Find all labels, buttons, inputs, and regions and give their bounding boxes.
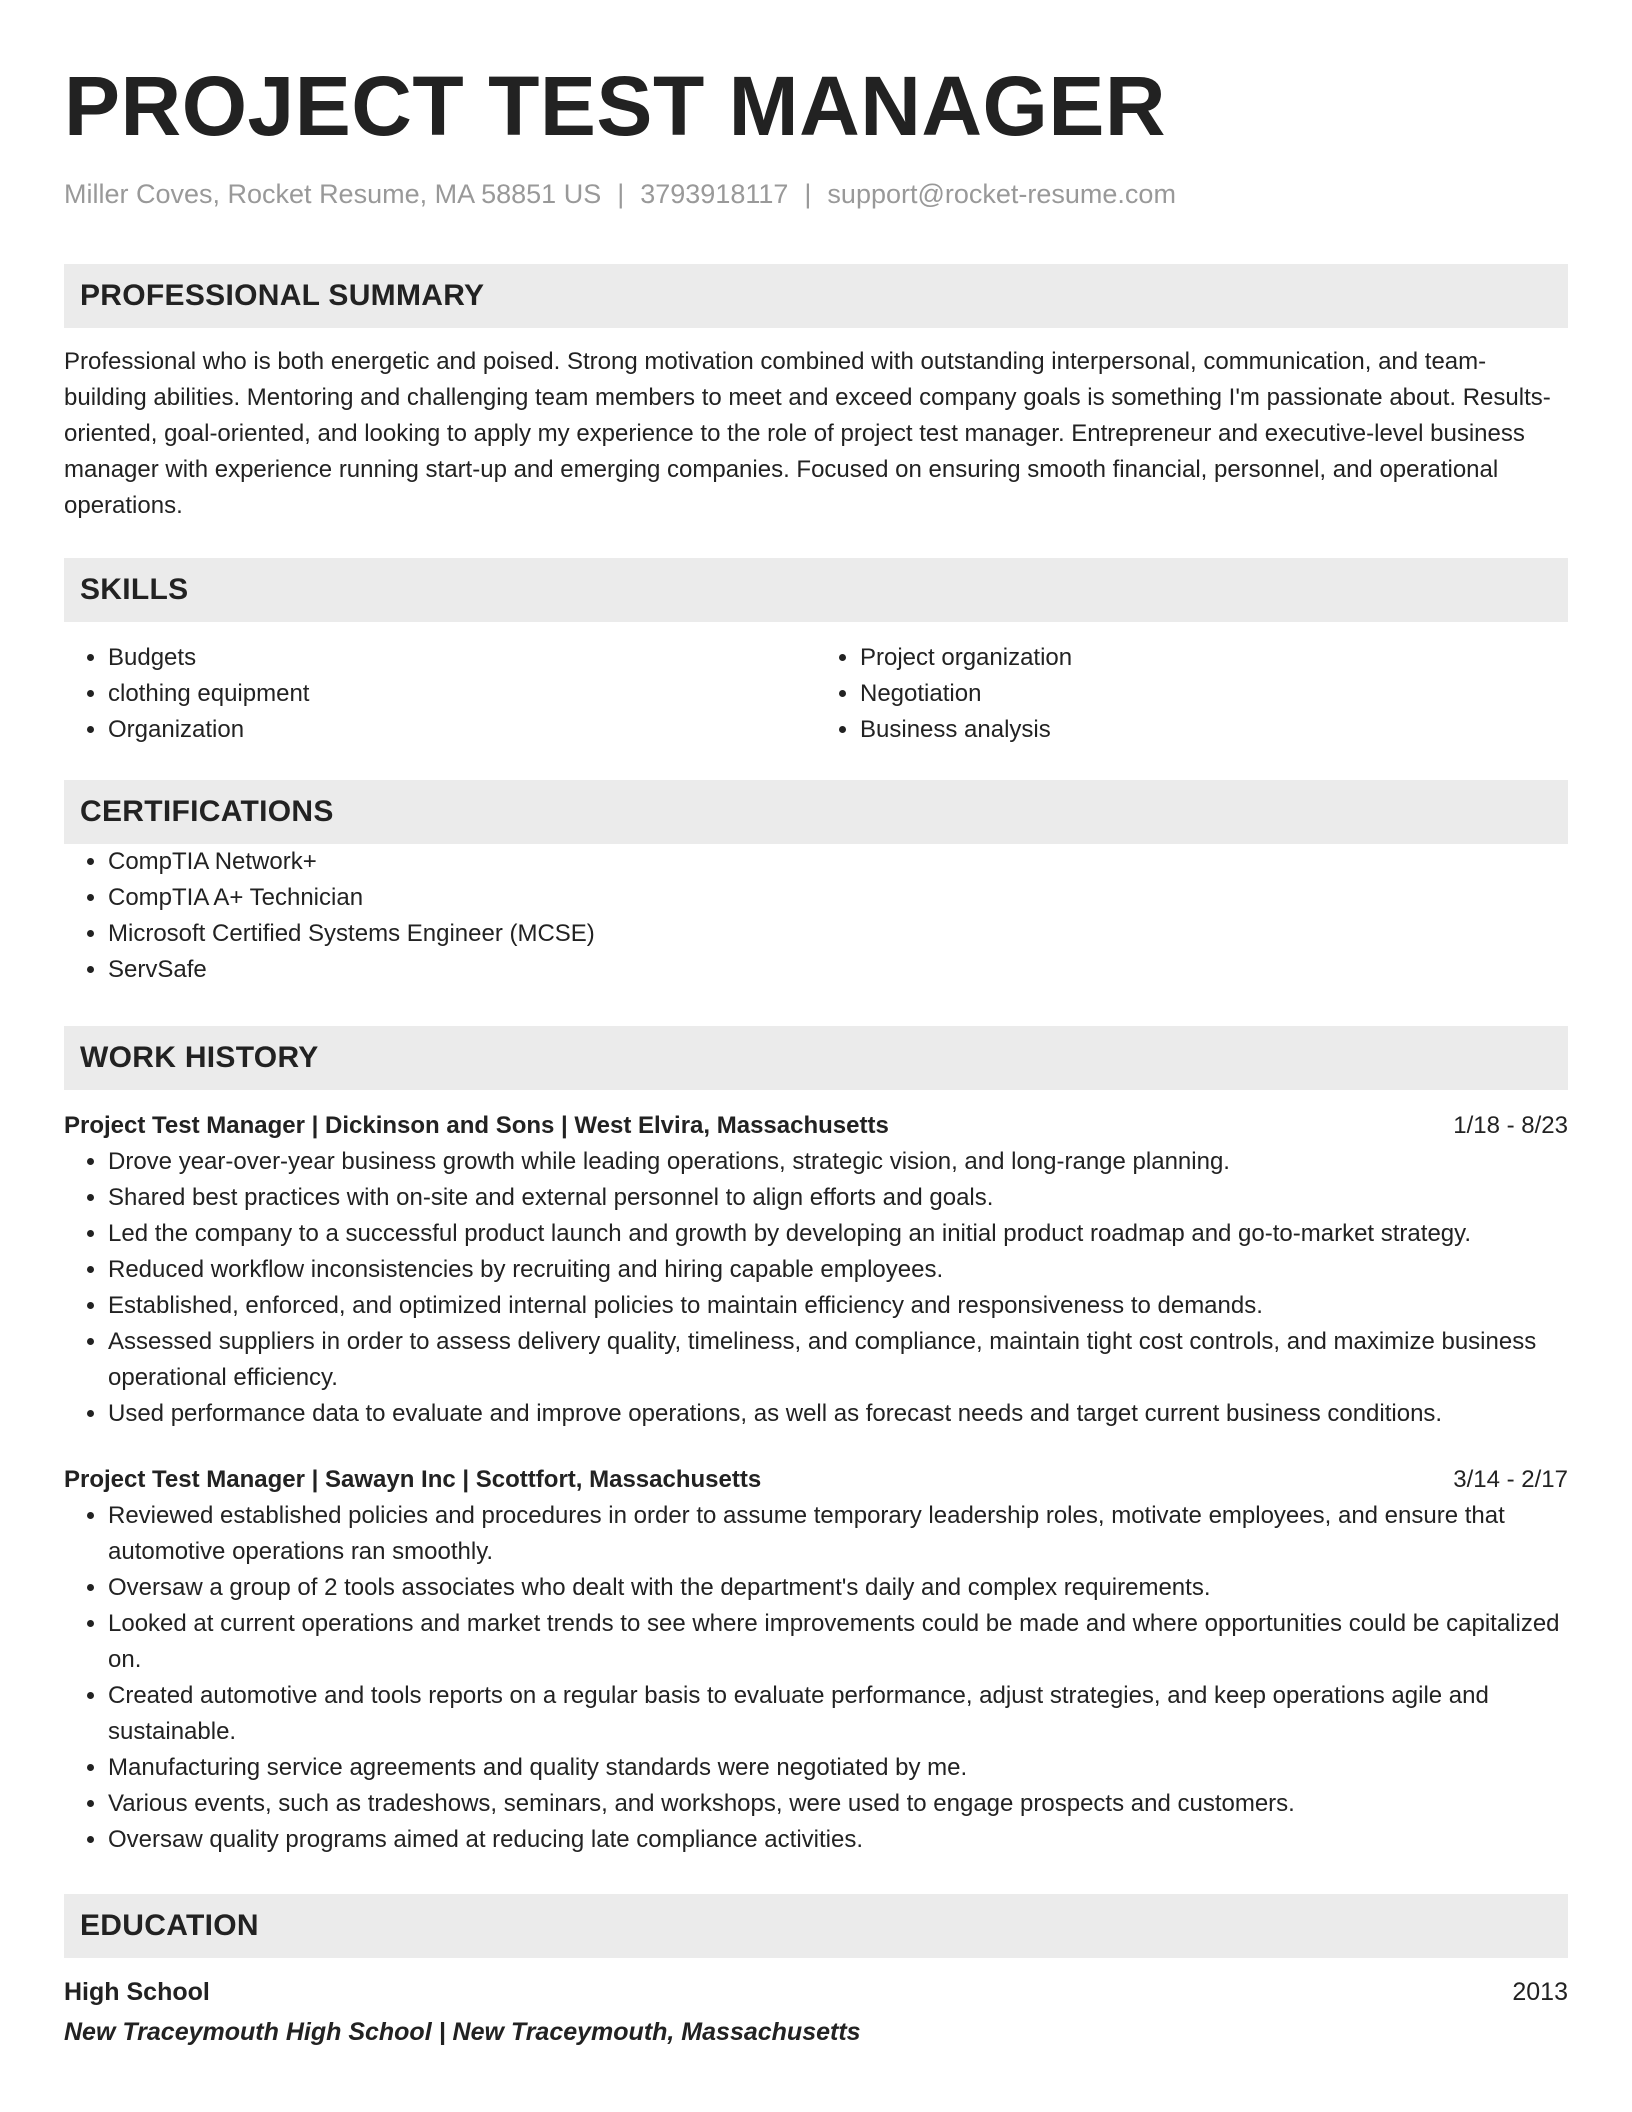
job-bullet: • Assessed suppliers in order to assess delivery quality, timeliness, and compliance, maintain tight cost controls, and maximize business operational efficiency.: [108, 1324, 1568, 1396]
job-dates: 3/14 - 2/17: [1453, 1466, 1568, 1493]
contact-separator: |: [617, 179, 625, 209]
job-bullet: • Established, enforced, and optimized internal policies to maintain efficiency and responsiveness to demands.: [108, 1288, 1568, 1324]
skill-item: • Negotiation: [860, 676, 1568, 712]
job-bullet: • Drove year-over-year business growth while leading operations, strategic vision, and long-range planning.: [108, 1144, 1568, 1180]
resume-name: PROJECT TEST MANAGER: [64, 59, 1167, 153]
job-bullet: • Oversaw a group of 2 tools associates who dealt with the department's daily and complex requirements.: [108, 1570, 1568, 1606]
job-bullet: • Reduced workflow inconsistencies by recruiting and hiring capable employees.: [108, 1252, 1568, 1288]
job-dates: 1/18 - 8/23: [1453, 1112, 1568, 1139]
job-bullet: • Oversaw quality programs aimed at reducing late compliance activities.: [108, 1822, 1568, 1858]
contact-email: support@rocket-resume.com: [827, 179, 1176, 209]
job-bullet: • Used performance data to evaluate and improve operations, as well as forecast needs and target current business conditions.: [108, 1396, 1568, 1432]
job-title: Project Test Manager | Dickinson and Sons | West Elvira, Massachusetts: [64, 1112, 889, 1139]
education-school: New Traceymouth High School | New Traceymouth, Massachusetts: [64, 2018, 861, 2046]
education-degree: High School: [64, 1978, 210, 2006]
skill-item: • Business analysis: [860, 712, 1568, 748]
job-bullet: • Led the company to a successful product launch and growth by developing an initial product roadmap and go-to-market strategy.: [108, 1216, 1568, 1252]
education-year: 2013: [1512, 1978, 1568, 2006]
job-bullet: • Shared best practices with on-site and external personnel to align efforts and goals.: [108, 1180, 1568, 1216]
skill-item: • Budgets: [108, 640, 816, 676]
certification-item: • ServSafe: [108, 952, 1568, 988]
skills-grid: [64, 640, 1568, 748]
summary-text: Professional who is both energetic and poised. Strong motivation combined with outstanding interpersonal, communication, and team-building abilities. Mentoring and challenging team members to meet and exceed company goals is something I'm passionate about. Results-oriented, goal-oriented, and looking to apply my experience to the role of project test manager. Entrepreneur and executive-level business manager with experience running start-up and emerging companies. Focused on ensuring smooth financial, personnel, and operational operations.: [64, 348, 1551, 519]
job-bullet: • Reviewed established policies and procedures in order to assume temporary leadership roles, motivate employees, and ensure that automotive operations ran smoothly.: [108, 1498, 1568, 1570]
certification-item: • CompTIA A+ Technician: [108, 880, 1568, 916]
job-bullet: • Looked at current operations and market trends to see where improvements could be made and where opportunities could be capitalized on.: [108, 1606, 1568, 1678]
job-header: [64, 1462, 1568, 1498]
job-bullet: • Manufacturing service agreements and quality standards were negotiated by me.: [108, 1750, 1568, 1786]
contact-phone: 3793918117: [640, 179, 789, 209]
job-bullet: • Created automotive and tools reports on a regular basis to evaluate performance, adjust strategies, and keep operations agile and sustainable.: [108, 1678, 1568, 1750]
job-bullet: • Various events, such as tradeshows, seminars, and workshops, were used to engage prospects and customers.: [108, 1786, 1568, 1822]
section-header-summary: PROFESSIONAL SUMMARY: [64, 264, 1568, 328]
certification-item: • Microsoft Certified Systems Engineer (MCSE): [108, 916, 1568, 952]
skills-list-right: [816, 640, 1568, 748]
section-header-work-history: WORK HISTORY: [64, 1026, 1568, 1090]
contact-separator: |: [804, 179, 812, 209]
education-header: [64, 1974, 1568, 2010]
section-header-certifications: CERTIFICATIONS: [64, 780, 1568, 844]
section-header-skills: SKILLS: [64, 558, 1568, 622]
skill-item: • clothing equipment: [108, 676, 816, 712]
job-title: Project Test Manager | Sawayn Inc | Scottfort, Massachusetts: [64, 1466, 762, 1493]
job-bullets: [64, 1498, 1568, 1858]
skill-item: • Organization: [108, 712, 816, 748]
contact-line: [64, 176, 1568, 212]
job-header: [64, 1108, 1568, 1144]
certifications-list: [64, 844, 1568, 988]
section-header-education: EDUCATION: [64, 1894, 1568, 1958]
job-bullets: [64, 1144, 1568, 1432]
contact-address: Miller Coves, Rocket Resume, MA 58851 US: [64, 179, 602, 209]
skills-list-left: [64, 640, 816, 748]
skill-item: • Project organization: [860, 640, 1568, 676]
certification-item: • CompTIA Network+: [108, 844, 1568, 880]
